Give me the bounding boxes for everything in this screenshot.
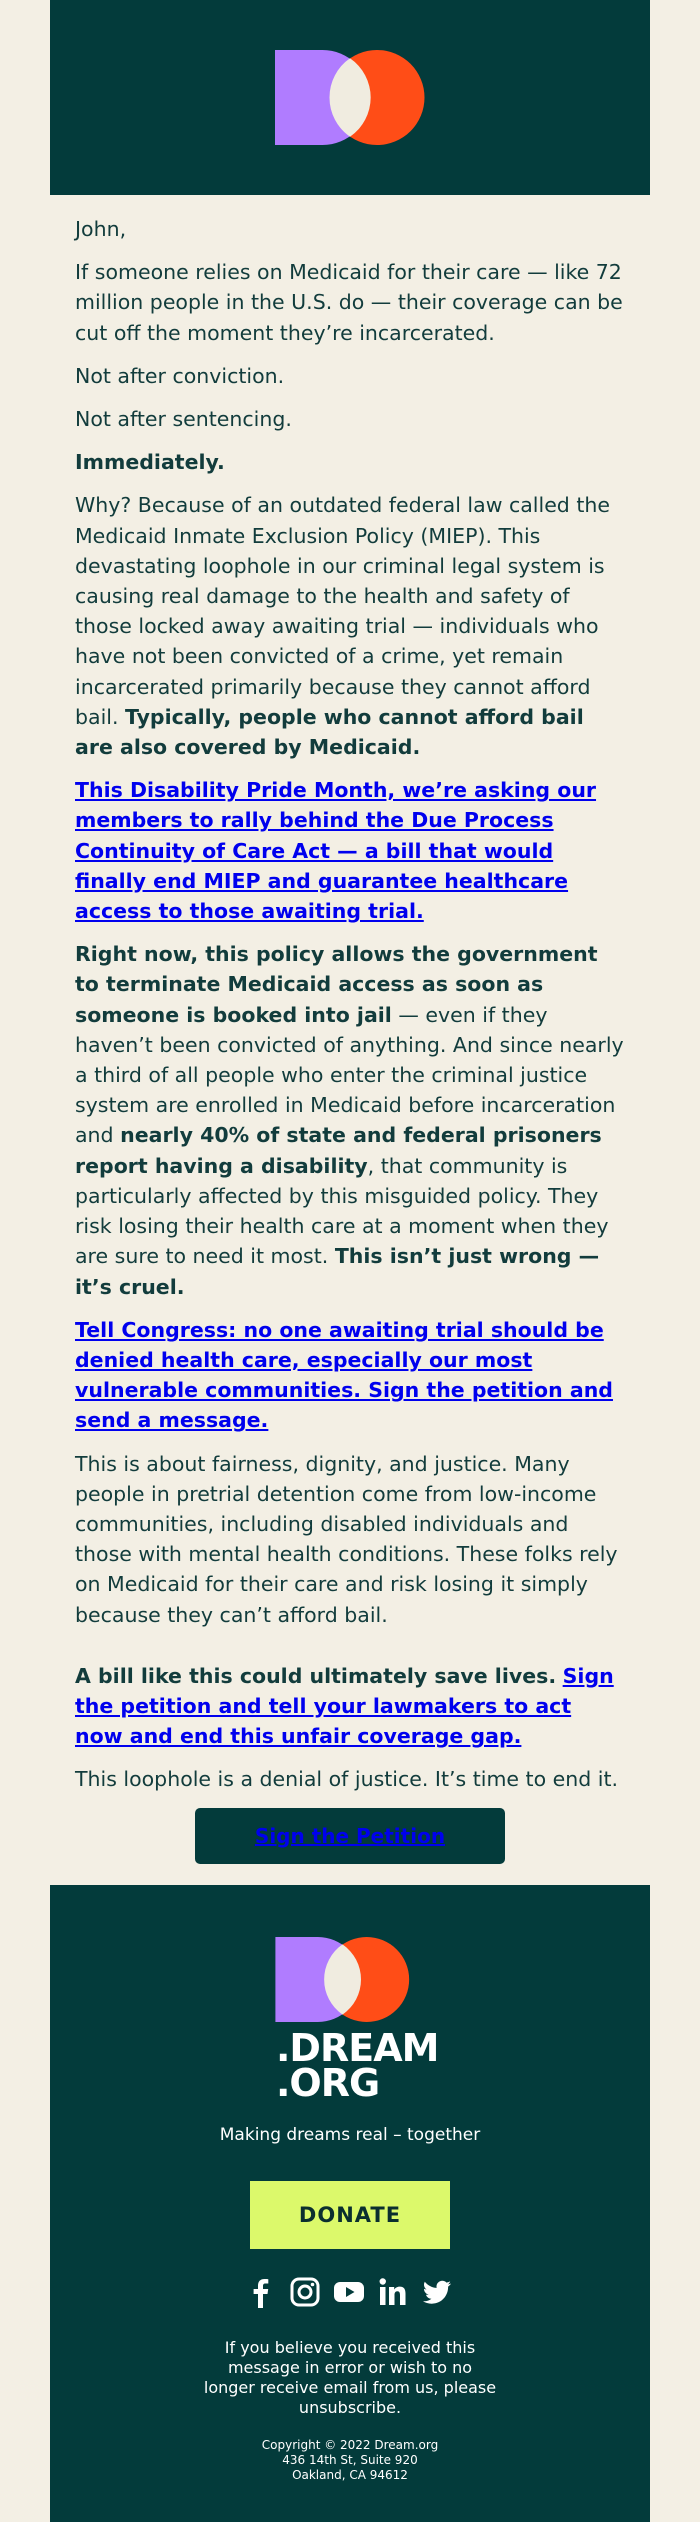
save-lives-paragraph: A bill like this could ultimately save lives. Sign the petition and tell your lawmakers to act now and end this unfair coverage gap.	[75, 1663, 614, 1749]
cta-wrapper	[75, 1808, 625, 1864]
wordmark-line-2: .ORG	[276, 2061, 380, 2105]
due-process-act-link[interactable]: This Disability Pride Month, we’re asking our members to rally behind the Due Process Continuity of Care Act — a bill that would finally end MIEP and guarantee healthcare access to those awaiting trial.	[75, 778, 597, 924]
unsubscribe-notice: If you believe you received this message in error or wish to no longer receive email from us, please unsubscribe.	[203, 2338, 497, 2417]
sign-petition-link[interactable]: Sign the petition and tell your lawmakers to act now and end this unfair coverage gap.	[75, 1663, 614, 1749]
sign-petition-button[interactable]: Sign the Petition	[195, 1808, 505, 1864]
intro-paragraph: If someone relies on Medicaid for their care — like 72 million people in the U.S. do — their coverage can be cut off the moment they’re incarcerated.	[75, 260, 623, 345]
instagram-icon[interactable]	[288, 2275, 322, 2309]
address-line-1: 436 14th St, Suite 920	[282, 2453, 418, 2467]
youtube-icon[interactable]	[332, 2275, 366, 2309]
spacer	[75, 1643, 625, 1661]
policy-paragraph: Right now, this policy allows the government to terminate Medicaid access as soon as someone is booked into jail — even if they haven’t been convicted of anything. And since nearly a third of all people who enter the criminal justice system are enrolled in Medicaid before incarceration and nearly 40% of state and federal prisoners report having a disability, that community is particularly affected by this misguided policy. They risk losing their health care at a moment when they are sure to need it most. This isn’t just wrong — it’s cruel.	[75, 942, 624, 1299]
copyright: Copyright © 2022 Dream.org	[261, 2438, 439, 2452]
miep-paragraph: Why? Because of an outdated federal law called the Medicaid Inmate Exclusion Policy (MIEP). This devastating loophole in our criminal legal system is causing real damage to the health and safety of those locked away awaiting trial — individuals who have not been convicted of a crime, yet remain incarcerated primarily because they cannot afford bail. Typically, people who cannot afford bail are also covered by Medicaid.	[75, 493, 610, 760]
not-after-sentencing: Not after sentencing.	[75, 407, 292, 432]
tell-congress-paragraph	[75, 1315, 625, 1436]
email-footer	[50, 1885, 650, 2522]
dream-logo	[275, 50, 425, 145]
linkedin-icon[interactable]	[376, 2275, 410, 2309]
tell-congress-link[interactable]: Tell Congress: no one awaiting trial should be denied health care, especially our most vulnerable communities. Sign the petition and send a message.	[75, 1317, 613, 1433]
email-container	[50, 0, 650, 2522]
donate-button[interactable]: DONATE	[250, 2181, 450, 2249]
twitter-icon[interactable]	[420, 2275, 454, 2309]
wordmark-line-1: .DREAM	[276, 2026, 439, 2070]
tagline: Making dreams real – together	[219, 2125, 481, 2145]
immediately: Immediately.	[75, 450, 225, 475]
disability-pride-paragraph	[75, 775, 625, 926]
address-line-2: Oakland, CA 94612	[292, 2468, 408, 2482]
fairness-paragraph: This is about fairness, dignity, and justice. Many people in pretrial detention come from low-income communities, including disabled individuals and those with mental health conditions. These folks rely on Medicaid for their care and risk losing it simply because they can’t afford bail.	[75, 1451, 618, 1627]
social-links	[240, 2275, 460, 2311]
loophole-paragraph: This loophole is a denial of justice. It’s time to end it.	[75, 1767, 619, 1792]
not-after-conviction: Not after conviction.	[75, 363, 285, 388]
facebook-icon[interactable]	[244, 2275, 278, 2309]
letter-body	[75, 214, 625, 1970]
footer-address	[200, 2438, 500, 2483]
dream-org-wordmark	[276, 2026, 439, 2105]
email-header	[50, 0, 650, 195]
greeting: John,	[75, 217, 127, 241]
footer-dream-logo	[275, 1937, 410, 2022]
